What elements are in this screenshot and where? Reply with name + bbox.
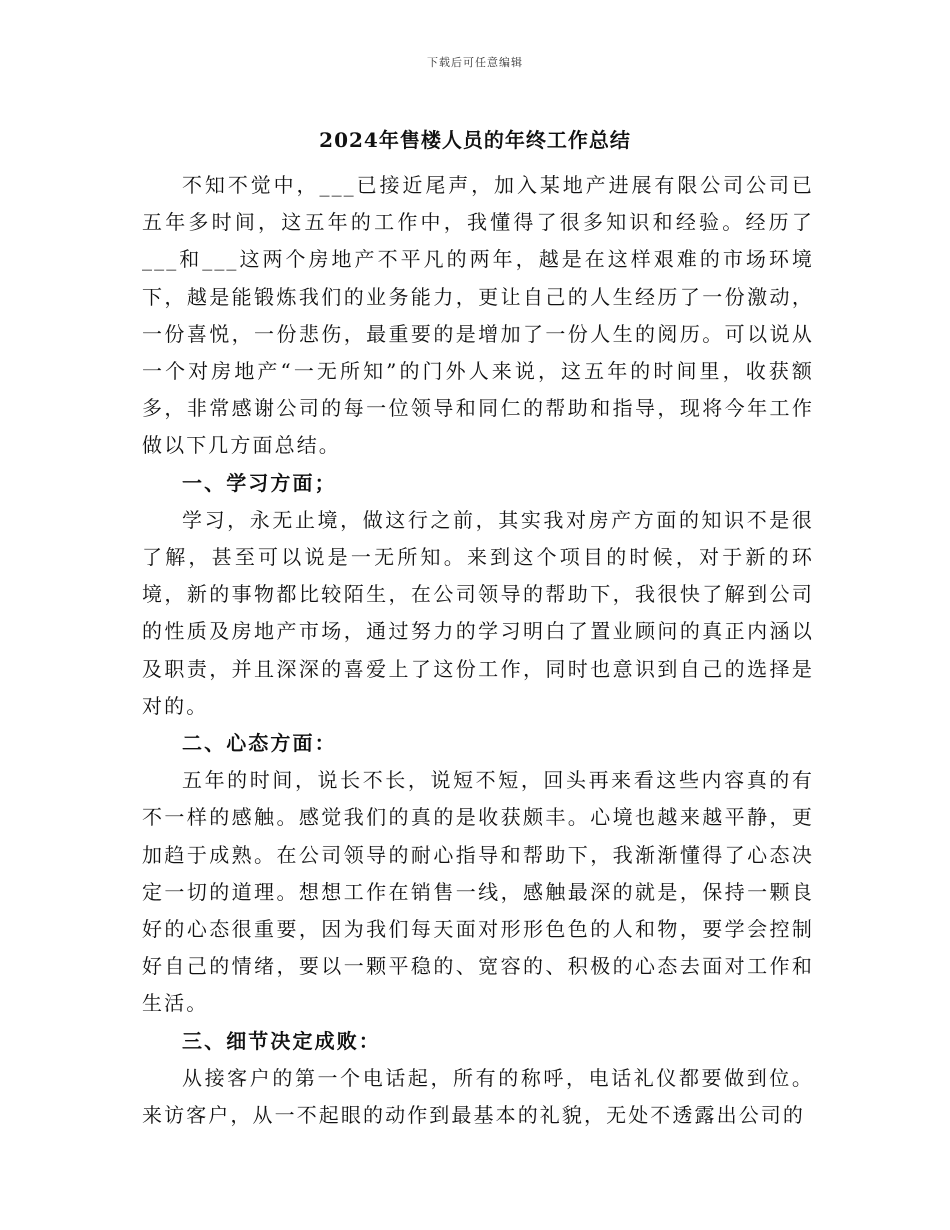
mindset-paragraph: 五年的时间，说长不长，说短不短，回头再来看这些内容真的有不一样的感触。感觉我们的真的是收获颇丰。心境也越来越平静，更加趋于成熟。在公司领导的耐心指导和帮助下，我渐渐懂得了心态决定一切的道理。想想工作在销售一线，感触最深的就是，保持一颗良好的心态很重要，因为我们每天面对形形色色的人和物，要学会控制好自己的情绪，要以一颗平稳的、宽容的、积极的心态去面对工作和生活。 <box>142 768 814 1016</box>
document-title: 2024年售楼人员的年终工作总结 <box>319 128 631 152</box>
details-paragraph: 从接客户的第一个电话起，所有的称呼，电话礼仪都要做到位。来访客户，从一不起眼的动作到最基本的礼貌，无处不透露出公司的 <box>142 1065 814 1128</box>
document-body <box>142 167 814 1134</box>
section-heading-study: 一、学习方面； <box>182 470 337 495</box>
intro-paragraph: 不知不觉中，___已接近尾声，加入某地产进展有限公司公司已五年多时间，这五年的工作中，我懂得了很多知识和经验。经历了___和___这两个房地产不平凡的两年，越是在这样艰难的市场环境下，越是能锻炼我们的业务能力，更让自己的人生经历了一份激动，一份喜悦，一份悲伤，最重要的是增加了一份人生的阅历。可以说从一个对房地产“一无所知”的门外人来说，这五年的时间里，收获额多，非常感谢公司的每一位领导和同仁的帮助和指导，现将今年工作做以下几方面总结。 <box>142 173 814 458</box>
study-paragraph: 学习，永无止境，做这行之前，其实我对房产方面的知识不是很了解，甚至可以说是一无所知。来到这个项目的时候，对于新的环境，新的事物都比较陌生，在公司领导的帮助下，我很快了解到公司的性质及房地产市场，通过努力的学习明白了置业顾问的真正内涵以及职责，并且深深的喜爱上了这份工作，同时也意识到自己的选择是对的。 <box>142 507 814 718</box>
section-heading-details: 三、细节决定成败： <box>182 1028 381 1053</box>
header-note: 下载后可任意编辑 <box>427 56 523 69</box>
section-heading-mindset: 二、心态方面： <box>182 731 337 756</box>
